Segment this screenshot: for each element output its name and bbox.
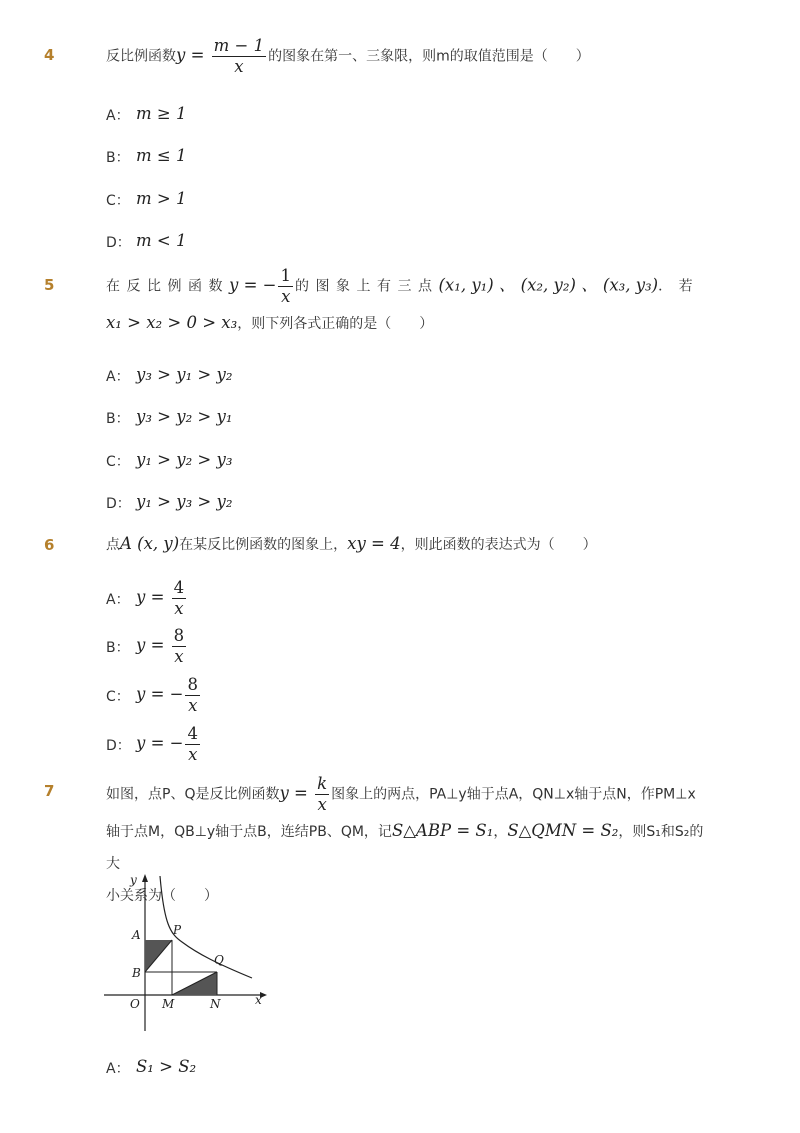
question-stem: 在反比例函数y = − $\frac{1}{x}$ 的图象上有三点(x₁, y₁) 、 (x₂, y₂) 、 (x₃, y₃)．若 x₁ > x₂ > 0 > x₃，则下列各式正确的是（ ） [106,266,700,332]
fraction: $\frac{m - 1}{x}$ [213,36,265,76]
option-b[interactable]: B： m ≤ 1 [106,146,187,166]
question-stem: 点A (x, y)在某反比例函数的图象上，xy = 4，则此函数的表达式为（ ） [106,534,597,553]
label-p: P [173,923,182,937]
question-number: 4 [44,46,55,64]
label-o: O [130,997,140,1011]
label-n: N [210,997,221,1011]
option-c[interactable]: C： m > 1 [106,189,187,209]
label-x: x [255,993,262,1007]
y-axis-arrow [142,874,148,882]
question-number: 5 [44,276,55,294]
question-number: 6 [44,536,55,554]
question-stem: 反比例函数y = $\frac{m - 1}{x}$ 的图象在第一、三象限，则m的取值范围是（ ） [106,36,590,76]
option-a[interactable]: A： m ≥ 1 [106,104,187,124]
question-stem: 如图，点P、Q是反比例函数y = $\frac{k}{x}$ 图象上的两点，PA⊥y轴于点A，QN⊥x轴于点N，作PM⊥x 轴于点M，QB⊥y轴于点B，连结PB、QM，记S△ABP = S₁，S△QMN = S₂，则S₁和S₂的大 小关系为（ ） [106,774,704,904]
fraction: $\frac{8}{x}$ [173,626,185,666]
fraction: $\frac{8}{x}$ [187,675,198,715]
label-b: B [132,966,141,980]
option-a[interactable]: A： y = $\frac{4}{x}$ [106,578,185,618]
option-c[interactable]: C： y = − $\frac{8}{x}$ [106,675,198,715]
fraction: $\frac{1}{x}$ [280,266,291,306]
option-d[interactable]: D： y = − $\frac{4}{x}$ [106,724,198,764]
option-d[interactable]: D： y₁ > y₃ > y₂ [106,492,233,512]
option-b[interactable]: B： y₃ > y₂ > y₁ [106,407,233,427]
fraction: $\frac{4}{x}$ [187,724,198,764]
figure [100,868,270,1038]
option-a[interactable]: A： y₃ > y₁ > y₂ [106,365,233,385]
option-d[interactable]: D： m < 1 [106,231,187,251]
label-y: y [130,873,137,887]
label-a: A [132,928,141,942]
question-number: 7 [44,782,55,800]
label-q: Q [214,953,224,967]
fraction: $\frac{k}{x}$ [317,774,328,814]
option-a[interactable]: A： S₁ > S₂ [106,1057,197,1077]
label-m: M [162,997,175,1011]
option-b[interactable]: B： y = $\frac{8}{x}$ [106,626,185,666]
fraction: $\frac{4}{x}$ [173,578,185,618]
option-c[interactable]: C： y₁ > y₂ > y₃ [106,450,233,470]
